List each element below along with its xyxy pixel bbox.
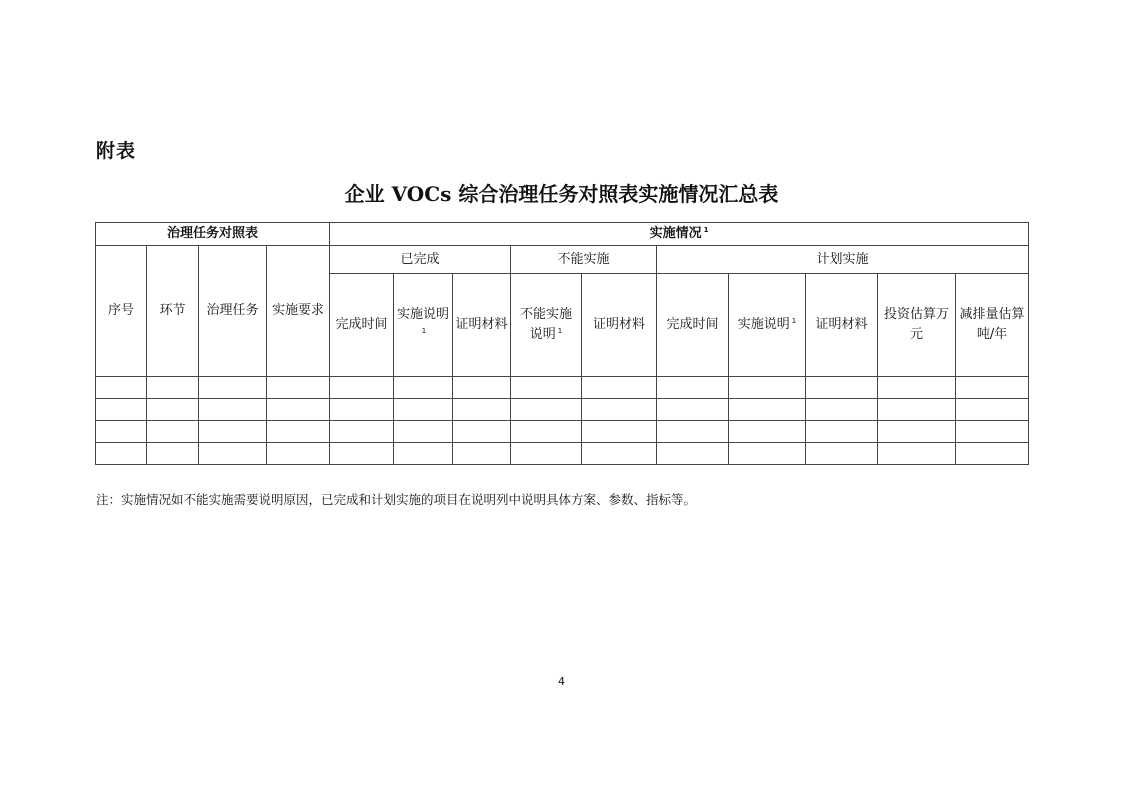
header-completed-desc: 实施说明 $^1$: [394, 274, 453, 377]
table-cell[interactable]: [956, 421, 1029, 443]
table-cell[interactable]: [878, 377, 956, 399]
table-cell[interactable]: [511, 377, 582, 399]
summary-table: [95, 222, 1029, 465]
table-cell[interactable]: [394, 399, 453, 421]
header-planned-evidence: 证明材料: [806, 274, 878, 377]
table-cell[interactable]: [453, 421, 511, 443]
table-cell[interactable]: [582, 399, 657, 421]
table-cell[interactable]: [729, 399, 806, 421]
table-cell[interactable]: [956, 377, 1029, 399]
table-cell[interactable]: [582, 421, 657, 443]
table-cell[interactable]: [199, 421, 267, 443]
table-cell[interactable]: [267, 443, 330, 465]
table-cell[interactable]: [330, 443, 394, 465]
header-planned-reduction: 减排量估算 吨/年: [956, 274, 1029, 377]
header-unable-evidence: 证明材料: [582, 274, 657, 377]
table-cell[interactable]: [806, 377, 878, 399]
table-cell[interactable]: [657, 421, 729, 443]
table-cell[interactable]: [453, 399, 511, 421]
table-row: [96, 399, 1029, 421]
table-cell[interactable]: [582, 377, 657, 399]
header-unable-desc: 不能实施 说明 $^1$: [511, 274, 582, 377]
header-completed-evidence: 证明材料: [453, 274, 511, 377]
table-cell[interactable]: [511, 399, 582, 421]
table-cell[interactable]: [147, 443, 199, 465]
table-cell[interactable]: [96, 377, 147, 399]
header-implementation-group: 实施情况 $^1$: [330, 223, 1029, 246]
table-cell[interactable]: [267, 377, 330, 399]
header-completed: 已完成: [330, 246, 511, 274]
table-cell[interactable]: [394, 443, 453, 465]
table-row: [96, 377, 1029, 399]
table-cell[interactable]: [147, 377, 199, 399]
table-cell[interactable]: [330, 377, 394, 399]
table-cell[interactable]: [96, 399, 147, 421]
document-title: 企业 VOCs 综合治理任务对照表实施情况汇总表: [344, 182, 779, 206]
header-task: 治理任务: [199, 246, 267, 377]
table-cell[interactable]: [806, 399, 878, 421]
table-cell[interactable]: [330, 399, 394, 421]
table-cell[interactable]: [96, 443, 147, 465]
header-planned-time: 完成时间: [657, 274, 729, 377]
header-task-group: 治理任务对照表: [96, 223, 330, 246]
table-cell[interactable]: [956, 399, 1029, 421]
table-cell[interactable]: [657, 399, 729, 421]
table-cell[interactable]: [729, 421, 806, 443]
table-cell[interactable]: [199, 443, 267, 465]
table-cell[interactable]: [453, 443, 511, 465]
table-cell[interactable]: [199, 377, 267, 399]
table-cell[interactable]: [199, 399, 267, 421]
table-cell[interactable]: [878, 443, 956, 465]
table-cell[interactable]: [511, 443, 582, 465]
table-cell[interactable]: [956, 443, 1029, 465]
header-requirement: 实施要求: [267, 246, 330, 377]
table-cell[interactable]: [806, 443, 878, 465]
table-cell[interactable]: [267, 399, 330, 421]
table-cell[interactable]: [582, 443, 657, 465]
table-cell[interactable]: [806, 421, 878, 443]
table-cell[interactable]: [878, 421, 956, 443]
header-unable: 不能实施: [511, 246, 657, 274]
table-cell[interactable]: [147, 421, 199, 443]
table-cell[interactable]: [511, 421, 582, 443]
table-row: [96, 421, 1029, 443]
table-cell[interactable]: [657, 377, 729, 399]
appendix-label: 附表: [96, 140, 137, 162]
table-header-row-1: [96, 223, 1029, 246]
table-body: [96, 377, 1029, 465]
table-cell[interactable]: [453, 377, 511, 399]
table-row: [96, 443, 1029, 465]
table-cell[interactable]: [729, 443, 806, 465]
table-cell[interactable]: [657, 443, 729, 465]
header-seq: 序号: [96, 246, 147, 377]
table-cell[interactable]: [878, 399, 956, 421]
table-cell[interactable]: [267, 421, 330, 443]
footnote: 注：实施情况如不能实施需要说明原因，已完成和计划实施的项目在说明列中说明具体方案、参数、指标等。: [96, 492, 697, 507]
header-planned-desc: 实施说明 $^1$: [729, 274, 806, 377]
table-cell[interactable]: [330, 421, 394, 443]
header-completed-time: 完成时间: [330, 274, 394, 377]
table-cell[interactable]: [147, 399, 199, 421]
header-stage: 环节: [147, 246, 199, 377]
table-header-row-2: [96, 246, 1029, 274]
header-planned-investment: 投资估算万 元: [878, 274, 956, 377]
table-cell[interactable]: [96, 421, 147, 443]
table-cell[interactable]: [729, 377, 806, 399]
table-cell[interactable]: [394, 421, 453, 443]
page-number: 4: [558, 675, 565, 688]
header-planned: 计划实施: [657, 246, 1029, 274]
table-cell[interactable]: [394, 377, 453, 399]
